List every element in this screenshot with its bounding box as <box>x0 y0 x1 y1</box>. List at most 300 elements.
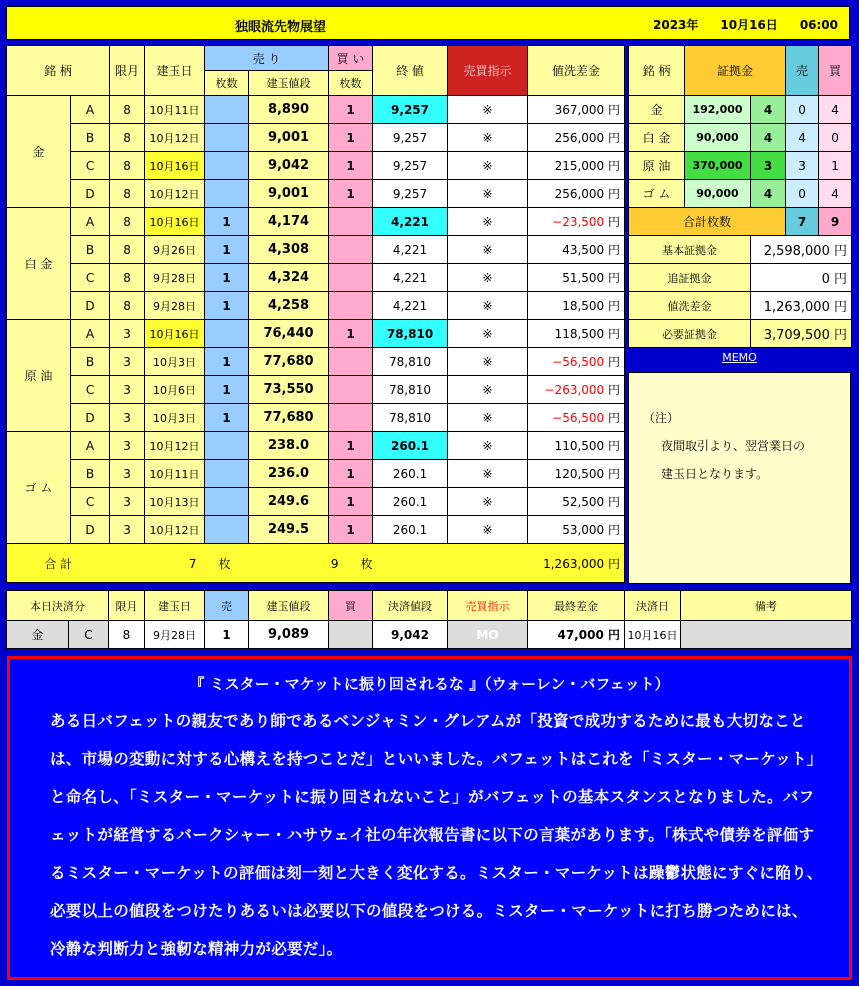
total-sell-unit: 枚 <box>218 556 231 571</box>
table-row <box>7 320 625 348</box>
settle-h-buy: 買 <box>329 591 373 621</box>
sub-contract: B <box>71 348 110 376</box>
yen-unit: 円 <box>608 467 621 481</box>
sub-contract: A <box>71 96 110 124</box>
gengetsu-cell: 3 <box>110 348 145 376</box>
date-year: 2023年 <box>653 18 699 32</box>
nearai-value: 120,500 <box>554 467 605 481</box>
yen-unit: 円 <box>834 328 848 343</box>
margin-mult: 4 <box>751 180 786 208</box>
yen-unit: 円 <box>608 439 621 453</box>
gengetsu-cell: 8 <box>110 180 145 208</box>
memo-note: （注） <box>643 411 680 425</box>
summary-value <box>751 320 852 348</box>
table-row <box>7 96 625 124</box>
nearai-cell <box>528 320 625 348</box>
buy-maisu-cell: 1 <box>329 516 373 544</box>
tategyoku-nedan-cell: 238.0 <box>249 432 329 460</box>
header-sell-maisu: 枚数 <box>205 71 249 96</box>
nearai-cell <box>528 124 625 152</box>
margin-amount: 90,000 <box>685 124 751 152</box>
table-row <box>7 236 625 264</box>
nearai-cell <box>528 236 625 264</box>
settle-diff <box>528 621 625 649</box>
buy-maisu-cell: 1 <box>329 96 373 124</box>
settle-settle-price: 9,042 <box>373 621 448 649</box>
group-name: ゴ ム <box>7 432 71 544</box>
settle-sign: MO <box>448 621 528 649</box>
settle-row <box>7 621 852 649</box>
tategyokubi-cell: 10月11日 <box>145 460 205 488</box>
sell-maisu-cell: 1 <box>205 208 249 236</box>
table-row <box>7 376 625 404</box>
yen-unit: 円 <box>607 628 620 642</box>
settle-gengetsu: 8 <box>109 621 145 649</box>
summary-amount: 2,598,000 <box>763 244 830 259</box>
yen-unit: 円 <box>608 523 621 537</box>
table-row <box>7 264 625 292</box>
gengetsu-cell: 8 <box>110 208 145 236</box>
sell-maisu-cell <box>205 180 249 208</box>
nearai-cell <box>528 180 625 208</box>
owarine-cell: 9,257 <box>373 180 448 208</box>
summary-amount: 3,709,500 <box>763 328 830 343</box>
buy-maisu-cell <box>329 292 373 320</box>
sell-maisu-cell: 1 <box>205 376 249 404</box>
tategyokubi-cell: 9月28日 <box>145 292 205 320</box>
header-baibai-shiji <box>448 46 528 96</box>
sell-maisu-cell <box>205 96 249 124</box>
table-row <box>7 348 625 376</box>
gengetsu-cell: 8 <box>110 124 145 152</box>
yen-unit: 円 <box>608 383 621 397</box>
sell-maisu-cell: 1 <box>205 292 249 320</box>
nearai-cell <box>528 404 625 432</box>
side-total-buy: 9 <box>819 208 852 236</box>
margin-mult: 4 <box>751 124 786 152</box>
buy-maisu-cell <box>329 376 373 404</box>
summary-value <box>751 236 852 264</box>
nearai-cell <box>528 208 625 236</box>
margin-sell: 4 <box>786 124 819 152</box>
settle-buy <box>329 621 373 649</box>
nearai-cell <box>528 96 625 124</box>
sub-contract: B <box>71 124 110 152</box>
tategyoku-nedan-cell: 8,890 <box>249 96 329 124</box>
yen-unit: 円 <box>608 271 621 285</box>
tategyoku-nedan-cell: 73,550 <box>249 376 329 404</box>
owarine-cell: 260.1 <box>373 488 448 516</box>
summary-row <box>629 264 852 292</box>
yen-unit: 円 <box>608 327 621 341</box>
gengetsu-cell: 3 <box>110 320 145 348</box>
header-uri: 売 り <box>205 46 329 71</box>
header-owarine: 終 値 <box>373 46 448 96</box>
tategyokubi-cell: 10月3日 <box>145 404 205 432</box>
owarine-cell: 4,221 <box>373 208 448 236</box>
baibai-shiji-cell: ※ <box>448 152 528 180</box>
owarine-cell: 4,221 <box>373 264 448 292</box>
sub-contract: C <box>71 152 110 180</box>
gengetsu-cell: 3 <box>110 488 145 516</box>
tategyokubi-cell: 10月12日 <box>145 180 205 208</box>
side-header-uri: 売 <box>786 46 819 96</box>
tategyokubi-cell: 10月12日 <box>145 124 205 152</box>
tategyoku-nedan-cell: 236.0 <box>249 460 329 488</box>
margin-buy: 1 <box>819 152 852 180</box>
total-buy-count: 9 <box>330 556 339 571</box>
yen-unit: 円 <box>608 299 621 313</box>
settle-sub: C <box>69 621 109 649</box>
baibai-shiji-cell: ※ <box>448 264 528 292</box>
tategyoku-nedan-cell: 249.6 <box>249 488 329 516</box>
settle-h-sign: 売買指示 <box>448 591 528 621</box>
tategyokubi-cell: 10月16日 <box>145 152 205 180</box>
settle-h-price: 建玉値段 <box>249 591 329 621</box>
quote-title: 『 ミスター・マケットに振り回されるな 』（ウォーレン・バフェット） <box>189 675 670 693</box>
total-sell <box>110 544 249 583</box>
header-nearai: 値洗差金 <box>528 46 625 96</box>
summary-amount: 0 <box>821 272 830 287</box>
tategyokubi-cell: 10月3日 <box>145 348 205 376</box>
baibai-shiji-cell: ※ <box>448 292 528 320</box>
summary-label: 追証拠金 <box>629 264 751 292</box>
buy-maisu-cell: 1 <box>329 460 373 488</box>
summary-value <box>751 292 852 320</box>
owarine-cell: 78,810 <box>373 376 448 404</box>
nearai-value: 51,500 <box>562 271 605 285</box>
sell-maisu-cell <box>205 320 249 348</box>
settle-h-name: 本日決済分 <box>7 591 109 621</box>
tategyokubi-cell: 10月16日 <box>145 320 205 348</box>
nearai-value: 215,000 <box>554 159 605 173</box>
gengetsu-cell: 3 <box>110 432 145 460</box>
header-baibai-shiji-label: 売買指示 <box>463 64 512 78</box>
baibai-shiji-cell: ※ <box>448 460 528 488</box>
sub-contract: D <box>71 180 110 208</box>
yen-unit: 円 <box>608 187 621 201</box>
header-meigara: 銘 柄 <box>7 46 110 96</box>
yen-unit: 円 <box>608 411 621 425</box>
nearai-cell <box>528 432 625 460</box>
table-row <box>7 292 625 320</box>
owarine-cell: 9,257 <box>373 152 448 180</box>
tategyokubi-cell: 10月11日 <box>145 96 205 124</box>
nearai-cell <box>528 488 625 516</box>
margin-row <box>629 124 852 152</box>
baibai-shiji-cell: ※ <box>448 488 528 516</box>
sub-contract: A <box>71 432 110 460</box>
baibai-shiji-cell: ※ <box>448 432 528 460</box>
tategyokubi-cell: 10月13日 <box>145 488 205 516</box>
yen-unit: 円 <box>608 355 621 369</box>
baibai-shiji-cell: ※ <box>448 376 528 404</box>
baibai-shiji-cell: ※ <box>448 320 528 348</box>
sub-contract: C <box>71 488 110 516</box>
tategyokubi-cell: 10月12日 <box>145 432 205 460</box>
buy-maisu-cell: 1 <box>329 152 373 180</box>
settle-h-diff: 最終差金 <box>528 591 625 621</box>
table-row <box>7 208 625 236</box>
side-header-kai: 買 <box>819 46 852 96</box>
tategyoku-nedan-cell: 4,324 <box>249 264 329 292</box>
buy-maisu-cell <box>329 264 373 292</box>
total-diff-value: 1,263,000 <box>543 556 605 571</box>
sub-contract: C <box>71 264 110 292</box>
memo-header <box>628 350 851 370</box>
settle-h-note: 備考 <box>681 591 852 621</box>
summary-label: 値洗差金 <box>629 292 751 320</box>
nearai-value: −23,500 <box>552 215 605 229</box>
buy-maisu-cell <box>329 236 373 264</box>
settle-h-date: 建玉日 <box>145 591 205 621</box>
nearai-cell <box>528 376 625 404</box>
positions-table <box>6 45 625 583</box>
sub-contract: D <box>71 292 110 320</box>
sub-contract: A <box>71 320 110 348</box>
quote-body: ある日バフェットの親友であり師であるベンジャミン・グレアムが「投資で成功するために最も大切なことは、市場の変動に対する心構えを持つことだ」といいました。バフェットはこれを「ミスター・マーケット」と命名し、「ミスター・マーケットに振り回されないこと」がバフェットの基本スタンスとなりました。バフェットが経営するバークシャー・ハサウェイ社の年次報告書に以下の言葉があります。「株式や債券を評価するミスター・マーケットの評価は刻一刻と大きく変化する。ミスター・マーケットは躁鬱状態にすぐに陥り、必要以上の値段をつけたりあるいは必要以下の値段をつける。ミスター・マーケットに打ち勝つためには、冷静な判断力と強靭な精神力が必要だ」。 <box>50 712 823 958</box>
settle-diff-value: 47,000 <box>557 628 604 642</box>
margin-mult: 4 <box>751 96 786 124</box>
settle-name: 金 <box>7 621 69 649</box>
yen-unit: 円 <box>834 300 848 315</box>
nearai-value: −56,500 <box>552 411 605 425</box>
gengetsu-cell: 8 <box>110 292 145 320</box>
settlement-table <box>6 590 852 649</box>
header-gengetsu: 限月 <box>110 46 145 96</box>
summary-row <box>629 292 852 320</box>
summary-amount: 1,263,000 <box>763 300 830 315</box>
total-sell-count: 7 <box>188 556 197 571</box>
sub-contract: B <box>71 460 110 488</box>
gengetsu-cell: 8 <box>110 96 145 124</box>
nearai-value: 53,000 <box>562 523 605 537</box>
side-header-meigara: 銘 柄 <box>629 46 685 96</box>
margin-sell: 0 <box>786 96 819 124</box>
buy-maisu-cell: 1 <box>329 432 373 460</box>
memo-link[interactable]: MEMO <box>722 351 757 364</box>
buy-maisu-cell <box>329 404 373 432</box>
nearai-value: 110,500 <box>554 439 605 453</box>
baibai-shiji-cell: ※ <box>448 516 528 544</box>
settle-h-settle-price: 決済値段 <box>373 591 448 621</box>
buy-maisu-cell: 1 <box>329 488 373 516</box>
gengetsu-cell: 8 <box>110 236 145 264</box>
sub-contract: D <box>71 516 110 544</box>
summary-label: 必要証拠金 <box>629 320 751 348</box>
page-title: 独眼流先物展望 <box>235 20 327 35</box>
settle-h-sell: 売 <box>205 591 249 621</box>
tategyoku-nedan-cell: 249.5 <box>249 516 329 544</box>
baibai-shiji-cell: ※ <box>448 180 528 208</box>
sell-maisu-cell <box>205 432 249 460</box>
yen-unit: 円 <box>834 244 848 259</box>
sell-maisu-cell: 1 <box>205 404 249 432</box>
nearai-cell <box>528 264 625 292</box>
group-name: 原 油 <box>7 320 71 432</box>
owarine-cell: 9,257 <box>373 96 448 124</box>
yen-unit: 円 <box>608 495 621 509</box>
sell-maisu-cell <box>205 152 249 180</box>
baibai-shiji-cell: ※ <box>448 124 528 152</box>
nearai-cell <box>528 460 625 488</box>
sell-maisu-cell <box>205 516 249 544</box>
settle-h-gengetsu: 限月 <box>109 591 145 621</box>
tategyoku-nedan-cell: 77,680 <box>249 404 329 432</box>
yen-unit: 円 <box>608 243 621 257</box>
owarine-cell: 260.1 <box>373 460 448 488</box>
yen-unit: 円 <box>608 215 621 229</box>
date-time: 06:00 <box>799 18 839 32</box>
nearai-value: 18,500 <box>562 299 605 313</box>
sub-contract: A <box>71 208 110 236</box>
margin-name: ゴ ム <box>629 180 685 208</box>
settle-h-settle-date: 決済日 <box>625 591 681 621</box>
quote-panel <box>7 656 852 980</box>
nearai-cell <box>528 516 625 544</box>
total-label: 合 計 <box>7 544 110 583</box>
group-name: 金 <box>7 96 71 208</box>
baibai-shiji-cell: ※ <box>448 208 528 236</box>
yen-unit: 円 <box>834 272 848 287</box>
buy-maisu-cell: 1 <box>329 124 373 152</box>
baibai-shiji-cell: ※ <box>448 96 528 124</box>
total-diff-yen: 円 <box>608 556 621 571</box>
total-diff <box>373 544 625 583</box>
yen-unit: 円 <box>608 159 621 173</box>
margin-amount: 192,000 <box>685 96 751 124</box>
owarine-cell: 4,221 <box>373 292 448 320</box>
settle-sell: 1 <box>205 621 249 649</box>
margin-buy: 4 <box>819 96 852 124</box>
side-total-sell: 7 <box>786 208 819 236</box>
baibai-shiji-cell: ※ <box>448 236 528 264</box>
sell-maisu-cell: 1 <box>205 348 249 376</box>
header-tategyoku-nedan: 建玉値段 <box>249 71 329 96</box>
tategyokubi-cell: 9月28日 <box>145 264 205 292</box>
margin-sell: 3 <box>786 152 819 180</box>
margin-row <box>629 96 852 124</box>
memo-line-2: 建玉日となります。 <box>661 467 769 481</box>
sub-contract: C <box>71 376 110 404</box>
total-buy-unit: 枚 <box>360 556 373 571</box>
owarine-cell: 78,810 <box>373 348 448 376</box>
tategyoku-nedan-cell: 9,042 <box>249 152 329 180</box>
tategyokubi-cell: 9月26日 <box>145 236 205 264</box>
buy-maisu-cell: 1 <box>329 180 373 208</box>
header-buy-maisu: 枚数 <box>329 71 373 96</box>
nearai-cell <box>528 292 625 320</box>
settle-date: 9月28日 <box>145 621 205 649</box>
gengetsu-cell: 3 <box>110 516 145 544</box>
nearai-value: 118,500 <box>554 327 605 341</box>
tategyoku-nedan-cell: 9,001 <box>249 124 329 152</box>
summary-value <box>751 264 852 292</box>
margin-mult: 3 <box>751 152 786 180</box>
table-row <box>7 460 625 488</box>
sell-maisu-cell <box>205 488 249 516</box>
owarine-cell: 260.1 <box>373 432 448 460</box>
table-row <box>7 404 625 432</box>
header-kai: 買 い <box>329 46 373 71</box>
margin-name: 白 金 <box>629 124 685 152</box>
margin-row <box>629 152 852 180</box>
total-buy <box>249 544 373 583</box>
buy-maisu-cell <box>329 208 373 236</box>
nearai-value: −263,000 <box>544 383 605 397</box>
margin-name: 原 油 <box>629 152 685 180</box>
date-day: 10月16日 <box>720 18 778 32</box>
sell-maisu-cell <box>205 460 249 488</box>
tategyoku-nedan-cell: 9,001 <box>249 180 329 208</box>
gengetsu-cell: 3 <box>110 376 145 404</box>
table-row <box>7 432 625 460</box>
gengetsu-cell: 3 <box>110 460 145 488</box>
date-display <box>653 16 838 33</box>
tategyokubi-cell: 10月12日 <box>145 516 205 544</box>
owarine-cell: 78,810 <box>373 320 448 348</box>
table-row <box>7 152 625 180</box>
settle-price: 9,089 <box>249 621 329 649</box>
gengetsu-cell: 8 <box>110 152 145 180</box>
nearai-value: 52,500 <box>562 495 605 509</box>
table-row <box>7 516 625 544</box>
title-bar <box>6 6 850 40</box>
sub-contract: D <box>71 404 110 432</box>
margin-table <box>628 45 852 348</box>
tategyokubi-cell: 10月16日 <box>145 208 205 236</box>
side-header-shokokin: 証拠金 <box>685 46 786 96</box>
tategyoku-nedan-cell: 4,308 <box>249 236 329 264</box>
nearai-value: −56,500 <box>552 355 605 369</box>
margin-amount: 90,000 <box>685 180 751 208</box>
summary-row <box>629 320 852 348</box>
sell-maisu-cell: 1 <box>205 264 249 292</box>
nearai-value: 43,500 <box>562 243 605 257</box>
margin-amount: 370,000 <box>685 152 751 180</box>
margin-buy: 0 <box>819 124 852 152</box>
margin-buy: 4 <box>819 180 852 208</box>
summary-label: 基本証拠金 <box>629 236 751 264</box>
tategyoku-nedan-cell: 76,440 <box>249 320 329 348</box>
owarine-cell: 4,221 <box>373 236 448 264</box>
baibai-shiji-cell: ※ <box>448 404 528 432</box>
yen-unit: 円 <box>608 103 621 117</box>
owarine-cell: 9,257 <box>373 124 448 152</box>
group-name: 白 金 <box>7 208 71 320</box>
memo-line-1: 夜間取引より、翌営業日の <box>661 439 806 453</box>
gengetsu-cell: 8 <box>110 264 145 292</box>
table-row <box>7 124 625 152</box>
nearai-value: 256,000 <box>554 131 605 145</box>
nearai-cell <box>528 348 625 376</box>
margin-name: 金 <box>629 96 685 124</box>
sub-contract: B <box>71 236 110 264</box>
memo-box <box>628 372 851 584</box>
buy-maisu-cell <box>329 348 373 376</box>
header-tategyokubi: 建玉日 <box>145 46 205 96</box>
yen-unit: 円 <box>608 131 621 145</box>
tategyoku-nedan-cell: 4,174 <box>249 208 329 236</box>
side-total-label: 合計枚数 <box>629 208 786 236</box>
table-row <box>7 180 625 208</box>
nearai-value: 256,000 <box>554 187 605 201</box>
sell-maisu-cell: 1 <box>205 236 249 264</box>
settle-note <box>681 621 852 649</box>
owarine-cell: 260.1 <box>373 516 448 544</box>
gengetsu-cell: 3 <box>110 404 145 432</box>
baibai-shiji-cell: ※ <box>448 348 528 376</box>
